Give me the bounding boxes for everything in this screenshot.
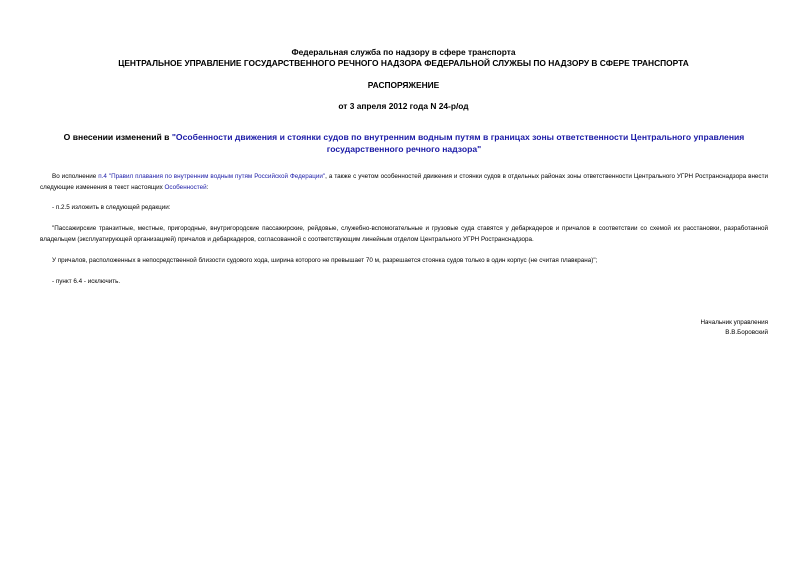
document-title bbox=[40, 131, 768, 155]
signature-position: Начальник управления bbox=[700, 319, 768, 326]
document-type: РАСПОРЯЖЕНИЕ bbox=[367, 80, 440, 90]
paragraph-3: "Пассажирские транзитные, местные, пригородные, внутригородские пассажирские, рейдовые, служебно-вспомогательные и грузовые суда ставятся у дебаркадеров и причалов в соответствии со схемой их расстановки, разработанной владельцем (эксплуатирующей организацией) причалов и дебаркадеров, согласованной с соответствующим линейным отделом Центрального УГРН Ространснадзора. bbox=[40, 225, 768, 243]
p1-mid: , а также с учетом особенностей движения и стоянки судов в отдельных районах зоны ответственности Центрального УГРН Ространснадзора внести следующие изменения в текст настоящих bbox=[40, 173, 768, 191]
department-name: ЦЕНТРАЛЬНОЕ УПРАВЛЕНИЕ ГОСУДАРСТВЕННОГО РЕЧНОГО НАДЗОРА ФЕДЕРАЛЬНОЙ СЛУЖБЫ ПО НАДЗОРУ В СФЕРЕ ТРАНСПОРТА bbox=[118, 58, 689, 68]
paragraph-4: У причалов, расположенных в непосредственной близости судового хода, ширина которого не превышает 70 м, разрешается стоянка судов только в один корпус (не считая плавкрана)"; bbox=[52, 257, 598, 264]
title-link[interactable]: "Особенности движения и стоянки судов по внутренним водным путям в границах зоны ответственности Центрального управления государственного речного надзора" bbox=[171, 132, 745, 154]
signature-name: В.В.Боровский bbox=[725, 329, 768, 336]
paragraph-5: - пункт 6.4 - исключить. bbox=[52, 278, 121, 285]
agency-name: Федеральная служба по надзору в сфере транспорта bbox=[291, 47, 516, 57]
title-prefix: О внесении изменений в bbox=[63, 132, 172, 142]
paragraph-1 bbox=[40, 172, 768, 193]
paragraph-2: - п.2.5 изложить в следующей редакции: bbox=[52, 204, 171, 211]
features-link[interactable]: Особенностей bbox=[164, 183, 207, 191]
rules-link[interactable]: п.4 "Правил плавания по внутренним водным путям Российской Федерации" bbox=[98, 173, 326, 180]
p1-end: : bbox=[206, 183, 209, 191]
p1-start: Во исполнение bbox=[52, 173, 99, 180]
document-date: от 3 апреля 2012 года N 24-р/од bbox=[338, 101, 469, 111]
